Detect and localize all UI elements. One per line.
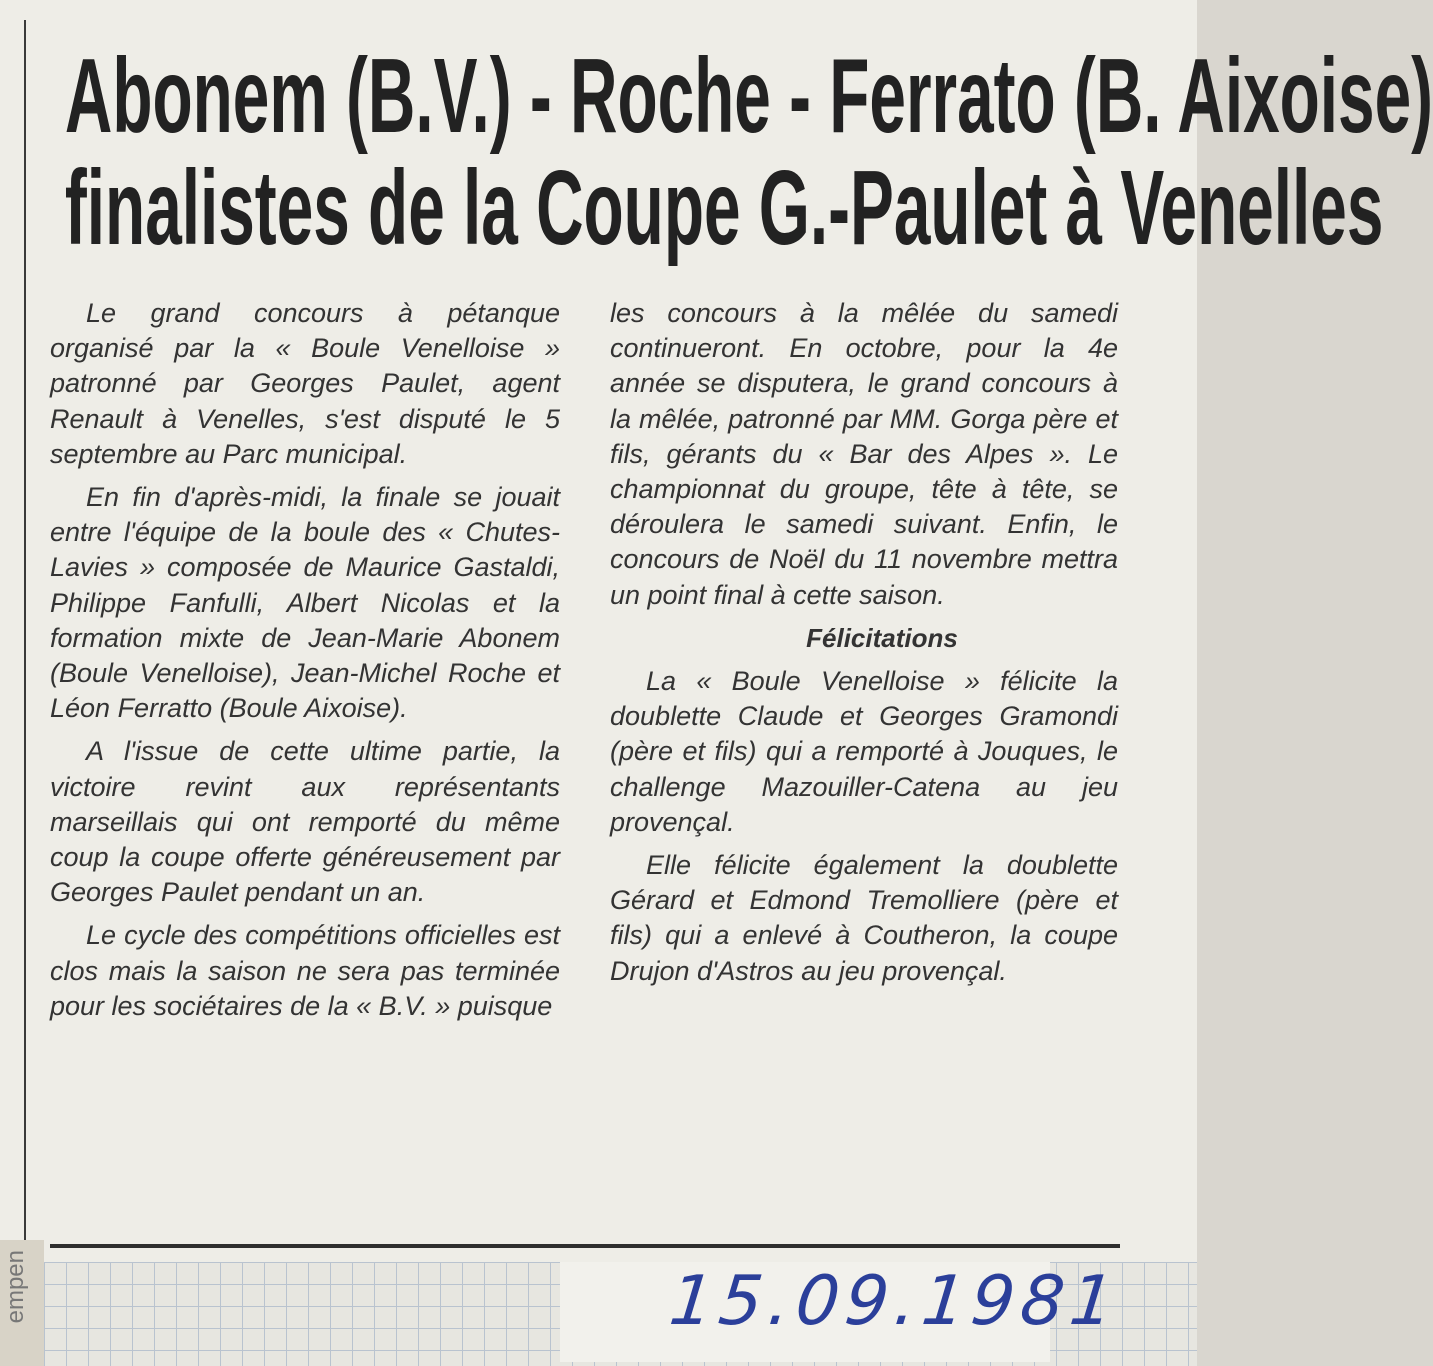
paragraph: En fin d'après-midi, la finale se jouait entre l'équipe de la boule des « Chutes-Lavies » composée de Maurice Gastaldi, Philippe Fanfulli, Albert Nicolas et la formation mixte de Jean-Marie Abonem (Boule Venelloise), Jean-Michel Roche et Léon Ferratto (Boule Aixoise). [50, 482, 560, 724]
paragraph: Elle félicite également la doublette Gérard et Edmond Tremolliere (père et fils) qui a enlevé à Coutheron, la coupe Drujon d'Astros au jeu provençal. [610, 850, 1118, 986]
section-subhead: Félicitations [806, 622, 958, 653]
headline-line-1: Abonem (B.V.) - Roche - Ferrato (B. Aixoise) [64, 37, 1433, 155]
article-left-column [50, 296, 560, 1032]
headline [64, 37, 1433, 267]
handwritten-date: 15.09.1981 [665, 1262, 1124, 1341]
left-border-rule [24, 20, 26, 1250]
side-strip-text: empen [2, 1250, 29, 1324]
paragraph: A l'issue de cette ultime partie, la victoire revint aux représentants marseillais qui ont remporté du même coup la coupe offerte généreusement par Georges Paulet pendant un an. [50, 736, 560, 908]
paragraph: Le cycle des compétitions officielles est clos mais la saison ne sera pas terminée pour les sociétaires de la « B.V. » puisque [50, 920, 560, 1021]
paragraph-continuation: les concours à la mêlée du samedi continueront. En octobre, pour la 4e année se disputera, le grand concours à la mêlée, patronné par MM. Gorga père et fils, gérants du « Bar des Alpes ». Le championnat du groupe, tête à tête, se déroulera le samedi suivant. Enfin, le concours de Noël du 11 novembre mettra un point final à cette saison. [610, 298, 1118, 610]
article-right-column [610, 296, 1118, 997]
paragraph: La « Boule Venelloise » félicite la doublette Claude et Georges Gramondi (père et fils) qui a remporté à Jouques, le challenge Mazouiller-Catena au jeu provençal. [610, 666, 1118, 837]
headline-line-2: finalistes de la Coupe G.-Paulet à Venelles [64, 149, 1384, 267]
paragraph: Le grand concours à pétanque organisé par la « Boule Venelloise » patronné par Georges Paulet, agent Renault à Venelles, s'est disputé le 5 septembre au Parc municipal. [50, 298, 560, 469]
bottom-rule [50, 1244, 1120, 1248]
